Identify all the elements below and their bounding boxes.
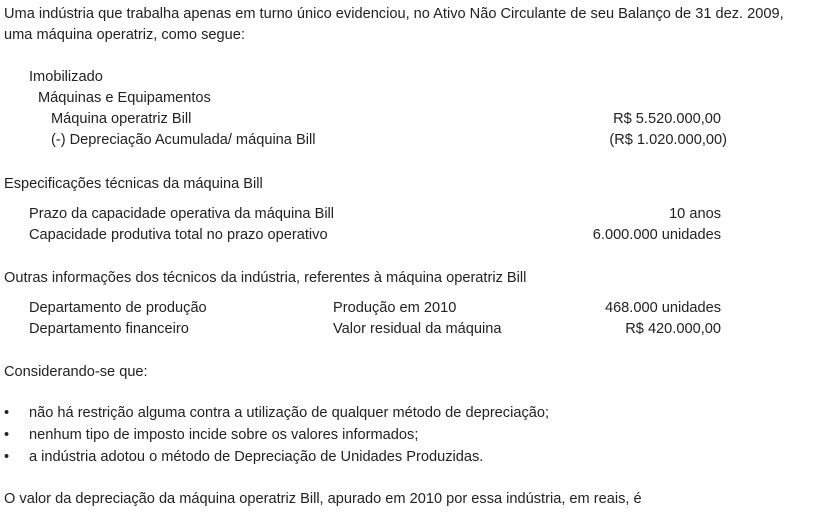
specs-row-label: Prazo da capacidade operativa da máquina Bill [29,206,335,222]
balance-subgroup-label: Máquinas e Equipamentos [38,90,211,106]
balance-group-label: Imobilizado [29,69,103,85]
specs-row-value: 10 anos [669,206,721,222]
bullet-icon: • [4,449,10,465]
intro-line-1: Uma indústria que trabalha apenas em turno único evidenciou, no Ativo Não Circulante de seu Balanço de 31 dez. 2009, [4,6,784,22]
considering-heading: Considerando-se que: [4,364,148,380]
bullet-icon: • [4,405,10,421]
specs-row-value: 6.000.000 unidades [592,227,721,243]
considering-item: não há restrição alguma contra a utilização de qualquer método de depreciação; [29,405,550,421]
specs-heading: Especificações técnicas da máquina Bill [4,176,263,192]
other-row-value: R$ 420.000,00 [625,321,721,337]
other-row-item: Produção em 2010 [333,300,457,316]
other-heading: Outras informações dos técnicos da indústria, referentes à máquina operatriz Bill [4,270,527,286]
bullet-icon: • [4,427,10,443]
balance-row-label: Máquina operatriz Bill [51,111,192,127]
balance-row-label: (-) Depreciação Acumulada/ máquina Bill [51,132,316,148]
considering-item: a indústria adotou o método de Depreciação de Unidades Produzidas. [29,449,484,465]
specs-row-label: Capacidade produtiva total no prazo operativo [29,227,328,243]
other-row-dept: Departamento financeiro [29,321,189,337]
other-row-value: 468.000 unidades [604,300,721,316]
other-row-item: Valor residual da máquina [333,321,502,337]
intro-line-2: uma máquina operatriz, como segue: [4,27,245,43]
other-row-dept: Departamento de produção [29,300,207,316]
balance-row-value: R$ 5.520.000,00 [613,111,721,127]
considering-item: nenhum tipo de imposto incide sobre os valores informados; [29,427,419,443]
question-text: O valor da depreciação da máquina operatriz Bill, apurado em 2010 por essa indústria, em reais, é [4,491,642,507]
balance-row-value: (R$ 1.020.000,00) [609,132,727,148]
